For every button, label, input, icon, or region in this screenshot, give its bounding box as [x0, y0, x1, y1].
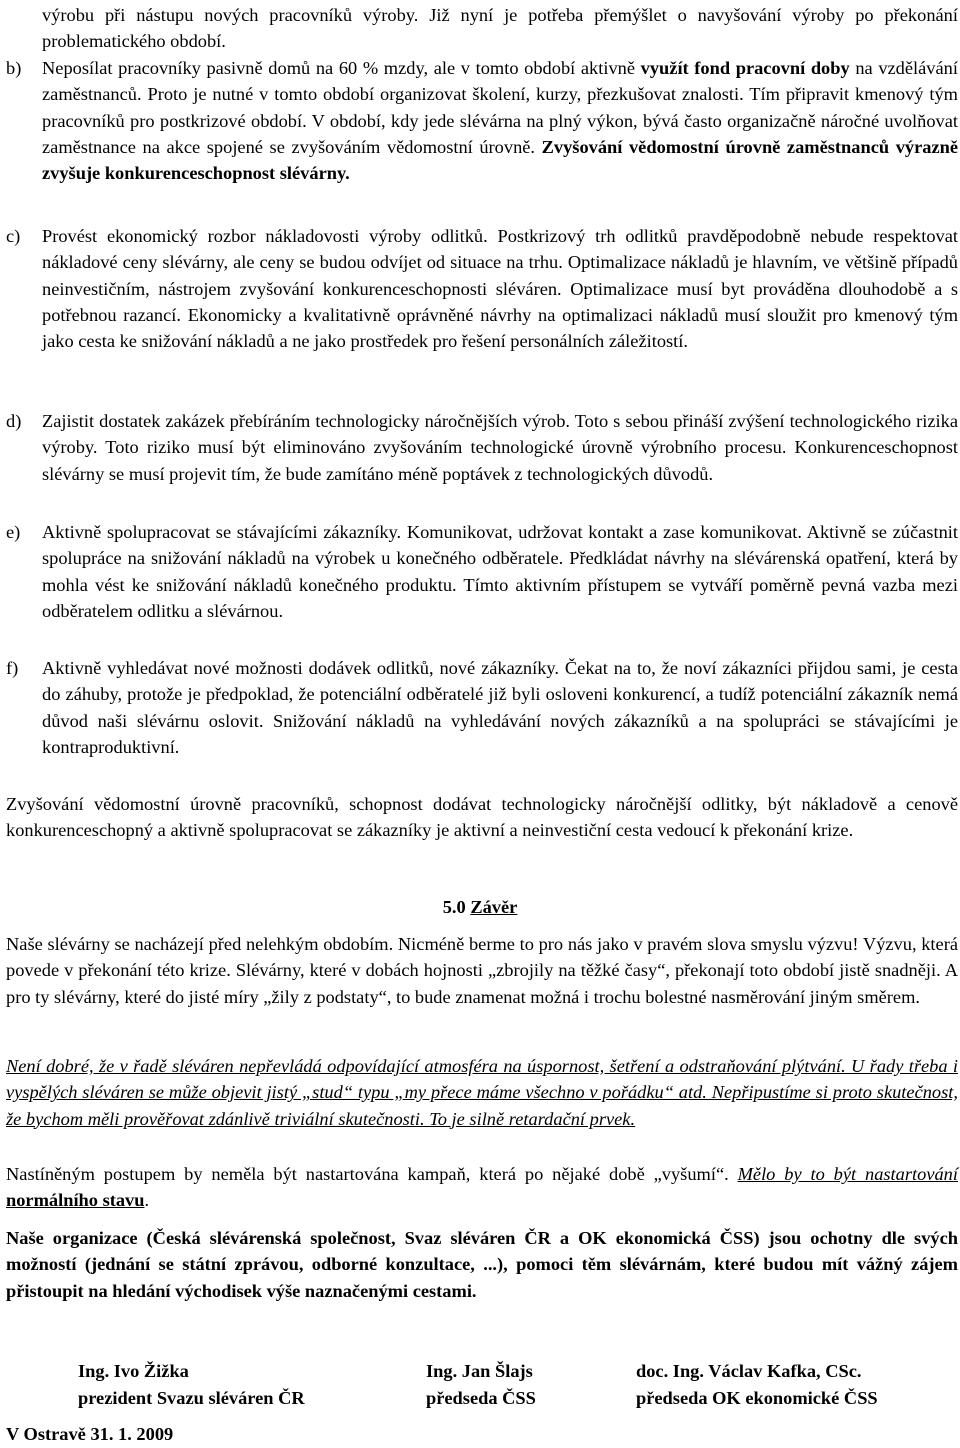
item-b-text-1: Neposílat pracovníky pasivně domů na 60 % mzdy, ale v tomto období aktivně — [42, 58, 641, 78]
conclusion-p2-text: Není dobré, že v řadě sléváren nepřevládá odpovídající atmosféra na úspornost, šetření a odstraňování plýtvání. U řady třeba i vyspělých sléváren se může objevit jistý „stud“ typu „my přece máme všechno v pořádku“ atd. Nepřipustíme si proto skutečnost, že bychom měli prověřovat zdánlivě triviální skutečnosti. To je silně retardační prvek. — [6, 1056, 958, 1129]
summary-text: Zvyšování vědomostní úrovně pracovníků, schopnost dodávat technologicky náročnější odlitky, být nákladově a cenově konkurenceschopný a aktivně spolupracovat se zákazníky je aktivní a neinvestiční cesta vedoucí k překonání krize. — [6, 794, 958, 841]
conclusion-p4-text: Naše organizace (Česká slévárenská společnost, Svaz sléváren ČR a OK ekonomická ČSS) jsou ochotny dle svých možností (jednání se státní zprávou, odborné konzultace, ...), pomoci těm slévárnám, které budou mít vážný zájem přistoupit na hledání východisek výše naznačenými cestami. — [6, 1228, 958, 1301]
item-b-text-2: na vzdělávání zaměstnanců. Proto je nutné v tomto období organizovat školení, kurzy, přezkušovat znalosti. Tím připravit kmenový tým pracovníků pro postkrizové období. V období, kdy jede slévárna na plný výkon, bývá často organizačně náročné uvolňovat zaměstnance na akce spojené se zvyšováním vědomostní úrovně. — [42, 58, 958, 157]
conclusion-paragraph-3 — [6, 1161, 958, 1214]
conclusion-paragraph-1 — [6, 931, 958, 1010]
item-d-paragraph — [42, 408, 958, 487]
signature-zizka — [78, 1358, 305, 1412]
item-b-bold-2: Zvyšování vědomostní úrovně zaměstnanců výrazně zvyšuje konkurenceschopnost slévárny. — [42, 136, 958, 184]
item-e-paragraph — [42, 519, 958, 624]
signature-name: Ing. Ivo Žižka — [78, 1361, 189, 1381]
conclusion-p1-text: Naše slévárny se nacházejí před nelehkým obdobím. Nicméně berme to pro nás jako v pravém slova smyslu výzvu! Výzvu, která povede v překonání této krize. Slévárny, které v dobách hojnosti „zbrojily na těžké časy“, překonají toto období jistě snadněji. A pro ty slévárny, které do jisté míry „žily z podstaty“, to bude znamenat možná i trochu bolestné nasměrování jiným směrem. — [6, 934, 958, 1007]
place-date: V Ostravě 31. 1. 2009 — [6, 1424, 174, 1444]
item-e-text: Aktivně spolupracovat se stávajícími zákazníky. Komunikovat, udržovat kontakt a zase komunikovat. Aktivně se zúčastnit spolupráce na snižování nákladů na výrobek u konečného odběratele. Předkládat návrhy na slévárenská opatření, která by mohla vést ke snižování nákladů konečného produktu. Tímto aktivním přístupem se vytváří poměrně pevná vazba mezi odběratelem odlitku a slévárnou. — [42, 522, 958, 621]
section-heading — [0, 894, 960, 920]
signature-slajs — [426, 1358, 536, 1412]
item-d-text: Zajistit dostatek zakázek přebíráním technologicky náročnějších výrob. Toto s sebou přináší zvýšení technologického rizika výroby. Toto riziko musí být eliminováno zvyšováním technologické úrovně výrobního procesu. Konkurenceschopnost slévárny se musí projevit tím, že bude zamítáno méně poptávek z technologických důvodů. — [42, 411, 958, 484]
section-number: 5.0 — [442, 897, 466, 917]
item-f-marker: f) — [6, 658, 19, 678]
conclusion-p3-end: . — [144, 1190, 150, 1211]
signature-name: doc. Ing. Václav Kafka, CSc. — [636, 1361, 862, 1381]
item-f-text: Aktivně vyhledávat nové možnosti dodávek odlitků, nové zákazníky. Čekat na to, že noví zákazníci přijdou sami, je cesta do záhuby, protože je předpoklad, že potenciální odběratelé již byli osloveni konkurencí, a tudíž potenciální zákazník nemá důvod naši slévárnu oslovit. Snižování nákladů na vyhledávání nových zákazníků a na spolupráci se stávajícími je kontraproduktivní. — [42, 658, 958, 757]
item-b-bold-1: využít fond pracovní doby — [640, 58, 850, 78]
item-f-paragraph — [42, 655, 958, 760]
conclusion-paragraph-2 — [6, 1053, 958, 1132]
conclusion-p3-bold: normálního stavu — [6, 1190, 145, 1211]
summary-paragraph — [6, 791, 958, 844]
item-d-marker: d) — [6, 411, 22, 431]
signature-role: předseda ČSS — [426, 1388, 536, 1408]
signature-name: Ing. Jan Šlajs — [426, 1361, 533, 1381]
item-c-text: Provést ekonomický rozbor nákladovosti výroby odlitků. Postkrizový trh odlitků pravděpodobně nebude respektovat nákladové ceny slévárny, ale ceny se budou odvíjet od situace na trhu. Optimalizace nákladů je hlavním, ve většině případů neinvestičním, nástrojem zvyšování konkurenceschopnosti sléváren. Optimalizace musí byt prováděna dlouhodobě a s potřebnou razancí. Ekonomicky a kvalitativně oprávněné návrhy na optimalizaci nákladů musí sloužit pro kmenový tým jako cesta ke snižování nákladů a ne jako prostředek pro řešení personálních záležitostí. — [42, 226, 958, 352]
intro-text: výrobu při nástupu nových pracovníků výroby. Již nyní je potřeba přemýšlet o navyšování výroby po překonání problematického období. — [42, 5, 958, 52]
section-title: Závěr — [470, 897, 518, 917]
signature-role: předseda OK ekonomické ČSS — [636, 1388, 878, 1408]
signature-kafka — [636, 1358, 878, 1412]
item-e-marker: e) — [6, 522, 21, 542]
item-c-marker: c) — [6, 226, 21, 246]
conclusion-p3-emphasis: Mělo by to být nastartování — [737, 1164, 958, 1184]
item-c-paragraph — [42, 223, 958, 354]
conclusion-paragraph-4 — [6, 1225, 958, 1304]
item-b-marker: b) — [6, 58, 22, 78]
item-b-paragraph — [42, 55, 958, 186]
intro-paragraph — [42, 2, 958, 55]
signature-role: prezident Svazu sléváren ČR — [78, 1388, 305, 1408]
conclusion-p3-plain: Nastíněným postupem by neměla být nastartována kampaň, která po nějaké době „vyšumí“. — [6, 1164, 738, 1184]
